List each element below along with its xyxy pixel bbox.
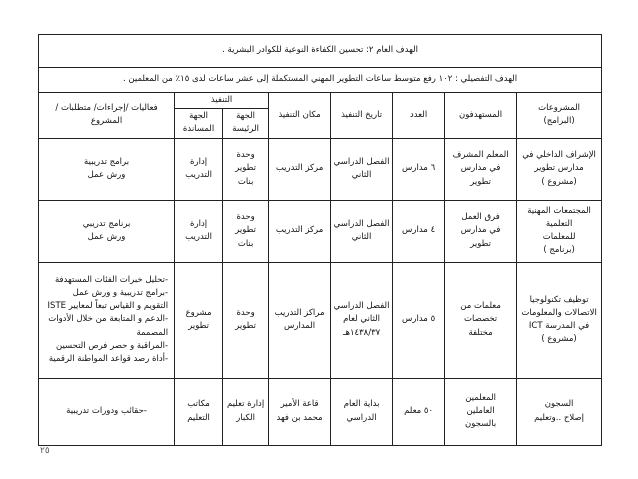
header-execution: التنفيذ: [175, 93, 269, 109]
date-line: بداية العام: [343, 399, 380, 410]
activity-line: -حقائب ودورات تدريبية: [66, 405, 147, 416]
count-cell: ٤ مدارس: [393, 200, 445, 262]
activity-line: -تحليل خبرات الفئات المستهدفة: [54, 274, 169, 285]
project-cell: [517, 262, 602, 378]
target-line: تطوير: [470, 238, 491, 249]
general-goal-row: [39, 35, 602, 68]
main-party-cell: [223, 378, 269, 445]
project-line: للمعلمات: [542, 232, 576, 243]
target-line: تخصصات: [463, 314, 498, 325]
activities-cell: [39, 262, 175, 378]
header-count: العدد: [393, 93, 445, 139]
place-line: قاعة الأمير: [280, 399, 319, 410]
project-line: مدارس تطوير: [534, 163, 584, 174]
date-line: الثاني لعام: [343, 314, 380, 325]
target-cell: [445, 138, 517, 200]
count-cell: ٥ مدارس: [393, 262, 445, 378]
target-cell: [445, 378, 517, 445]
place-line: مراكز التدريب: [274, 307, 325, 318]
activity-line: ورش عمل: [87, 170, 126, 181]
count-cell: ٦ مدارس: [393, 138, 445, 200]
place-line: المدارس: [283, 321, 316, 332]
activity-line: -المراقبة و حصر فرص التحسين: [56, 340, 169, 351]
header-main-party: الجهة الرئيسة: [223, 109, 269, 138]
date-line: الفصل الدراسي: [333, 301, 390, 312]
support-party-line: إدارة التدريب: [185, 156, 212, 181]
support-party-line: مشروع تطوير: [185, 307, 212, 332]
place-line: محمد بن فهد: [276, 412, 323, 423]
activity-line: برنامج تدريبي: [82, 218, 131, 229]
place-cell: [269, 138, 331, 200]
support-party-cell: [175, 138, 223, 200]
support-party-line: مكاتب التعليم: [187, 399, 210, 423]
activities-cell: [39, 200, 175, 262]
activity-line: ورش عمل: [87, 232, 126, 243]
project-cell: [517, 200, 602, 262]
header-row-1: [39, 93, 602, 109]
activity-line: -أداة رصد قواعد المواطنة الرقمية: [48, 353, 169, 364]
project-line: (برنامج ): [543, 245, 575, 256]
activities-cell: [39, 138, 175, 200]
date-cell: [331, 138, 393, 200]
operational-plan-table: [38, 34, 602, 446]
target-line: العاملين: [466, 405, 495, 416]
main-party-line: وحدة تطوير: [235, 150, 256, 174]
main-party-line: بنات: [237, 176, 254, 187]
header-projects-label: المشروعات: [538, 103, 581, 114]
date-cell: [331, 200, 393, 262]
header-target: المستهدفون: [445, 93, 517, 139]
detailed-goal: الهدف التفصيلي : ١٠٢ رفع متوسط ساعات التطوير المهني المستكملة إلى عشر ساعات لدى ١٥٪ من المعلمين .: [39, 68, 602, 93]
target-line: المعلمين: [465, 392, 496, 403]
page-number: ٢٥: [40, 446, 50, 456]
main-party-line: إدارة تعليم: [226, 399, 265, 410]
table-row: [39, 200, 602, 262]
target-cell: [445, 262, 517, 378]
header-activities: فعاليات /إجراءات/ متطلبات /المشروع: [39, 93, 175, 139]
support-party-cell: [175, 200, 223, 262]
date-cell: [331, 262, 393, 378]
activity-line: -الدعم و المتابعة من خلال الأدوات المصممة: [48, 314, 169, 338]
target-line: في مدارس: [460, 225, 501, 236]
project-line: في المدرسة ICT: [528, 321, 590, 332]
date-line: الثاني: [351, 232, 372, 243]
project-line: توظيف تكنولوجيا: [529, 294, 589, 305]
main-party-line: وحدة تطوير: [235, 307, 256, 332]
project-line: إصلاح ..وتعليم: [534, 412, 584, 423]
project-line: الإشراف الداخلي في: [522, 150, 596, 161]
table-row: [39, 378, 602, 445]
target-line: فرق العمل: [461, 212, 500, 223]
support-party-cell: [175, 262, 223, 378]
main-party-cell: [223, 200, 269, 262]
header-projects: [517, 93, 602, 139]
target-line: معلمات من: [460, 301, 501, 312]
support-party-line: إدارة التدريب: [185, 218, 212, 243]
date-line: الفصل الدراسي: [333, 156, 390, 167]
header-support-party: الجهة المساندة: [175, 109, 223, 138]
main-party-line: الكبار: [236, 412, 256, 423]
target-line: في مدارس: [460, 163, 501, 174]
count-cell: ٥٠ معلم: [393, 378, 445, 445]
date-cell: [331, 378, 393, 445]
project-line: (مشروع ): [541, 176, 577, 187]
project-cell: [517, 138, 602, 200]
project-line: المجتمعات المهنية: [527, 205, 591, 216]
date-line: الدراسي: [346, 412, 377, 423]
target-line: المعلم المشرف: [452, 150, 509, 161]
header-projects-sub: (البرامج): [543, 116, 575, 127]
place-line: مركز التدريب: [275, 163, 324, 174]
support-party-cell: [175, 378, 223, 445]
activity-line: -برامج تدريبية و ورش عمل: [72, 288, 169, 299]
date-line: الثاني: [351, 170, 372, 181]
target-cell: [445, 200, 517, 262]
place-cell: [269, 378, 331, 445]
main-party-line: وحدة تطوير: [235, 212, 256, 236]
main-party-cell: [223, 138, 269, 200]
project-line: التعلمية: [545, 218, 573, 229]
place-cell: [269, 200, 331, 262]
activity-line: برامج تدريبية: [83, 156, 130, 167]
activity-line: التقويم و القياس تبعاً لمعايير ISTE: [47, 301, 169, 312]
project-line: (مشروع ): [541, 334, 577, 345]
target-line: تطوير: [470, 176, 491, 187]
table-row: [39, 138, 602, 200]
date-line: الفصل الدراسي: [333, 218, 390, 229]
header-place: مكان التنفيذ: [269, 93, 331, 139]
project-line: السجون: [544, 399, 574, 410]
project-line: الاتصالات والمعلومات: [521, 307, 597, 318]
place-cell: [269, 262, 331, 378]
place-line: مركز التدريب: [275, 225, 324, 236]
target-line: مختلفة: [468, 327, 493, 338]
project-cell: [517, 378, 602, 445]
date-line: ١٤٣٨/٣٧هـ: [342, 327, 381, 338]
header-date: تاريخ التنفيذ: [331, 93, 393, 139]
activities-cell: [39, 378, 175, 445]
table-row: [39, 262, 602, 378]
target-line: بالسجون: [464, 419, 497, 430]
main-party-cell: [223, 262, 269, 378]
detailed-goal-row: [39, 68, 602, 93]
general-goal: الهدف العام ٢: تحسين الكفاءة النوعية للكوادر البشرية .: [39, 35, 602, 68]
main-party-line: بنات: [237, 238, 254, 249]
